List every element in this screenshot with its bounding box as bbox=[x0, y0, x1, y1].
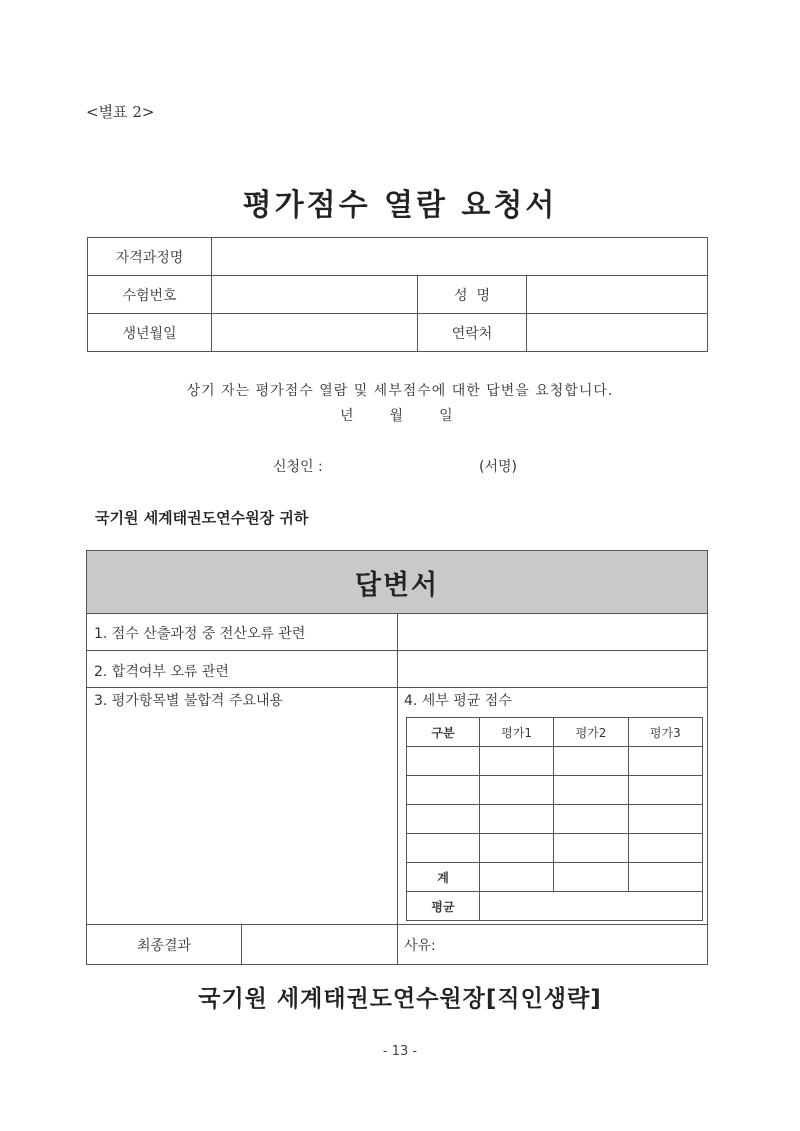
score-row bbox=[407, 747, 703, 776]
item-4-label: 4. 세부 평균 점수 bbox=[404, 693, 512, 709]
score-header-category: 구분 bbox=[407, 718, 480, 747]
score-cell[interactable] bbox=[480, 805, 554, 834]
date-line bbox=[340, 405, 489, 425]
score-cell[interactable] bbox=[628, 805, 702, 834]
answer-row-2 bbox=[87, 651, 707, 688]
exam-number-field[interactable] bbox=[212, 276, 418, 314]
score-header-eval2: 평가2 bbox=[554, 718, 628, 747]
score-row bbox=[407, 805, 703, 834]
applicant-label: 신청인 : bbox=[273, 459, 323, 475]
final-result-label: 최종결과 bbox=[136, 938, 192, 954]
reason-label: 사유: bbox=[404, 938, 436, 954]
answer-row-1 bbox=[87, 613, 707, 651]
item-1-label: 1. 점수 산출과정 중 전산오류 관련 bbox=[94, 626, 306, 642]
birth-date-field[interactable] bbox=[212, 314, 418, 352]
score-cell[interactable] bbox=[628, 834, 702, 863]
score-cell[interactable] bbox=[554, 863, 628, 892]
qualification-label: 자격과정명 bbox=[88, 238, 212, 276]
score-cell[interactable] bbox=[480, 834, 554, 863]
score-average-row bbox=[407, 892, 703, 921]
score-row bbox=[407, 776, 703, 805]
date-year: 년 bbox=[340, 408, 354, 424]
birth-date-label: 생년월일 bbox=[88, 314, 212, 352]
name-field[interactable] bbox=[527, 276, 708, 314]
average-value-cell[interactable] bbox=[480, 892, 703, 921]
score-cell[interactable] bbox=[407, 805, 480, 834]
request-statement: 상기 자는 평가점수 열람 및 세부점수에 대한 답변을 요청합니다. bbox=[186, 383, 614, 399]
score-cell[interactable] bbox=[480, 747, 554, 776]
attachment-label: <별표 2> bbox=[86, 103, 155, 121]
name-label: 성 명 bbox=[418, 276, 527, 314]
date-month: 월 bbox=[389, 408, 404, 424]
score-table bbox=[406, 717, 703, 921]
contact-label: 연락처 bbox=[418, 314, 527, 352]
addressee: 국기원 세계태권도연수원장 귀하 bbox=[95, 509, 309, 527]
score-cell[interactable] bbox=[480, 776, 554, 805]
row-divider bbox=[241, 925, 242, 964]
score-cell[interactable] bbox=[554, 805, 628, 834]
score-cell[interactable] bbox=[407, 776, 480, 805]
issuer-signature-line: 국기원 세계태권도연수원장[직인생략] bbox=[198, 986, 602, 1012]
score-cell[interactable] bbox=[628, 747, 702, 776]
page-number: - 13 - bbox=[382, 1044, 418, 1059]
score-cell[interactable] bbox=[407, 747, 480, 776]
total-label: 계 bbox=[407, 863, 480, 892]
answer-title: 답변서 bbox=[87, 551, 707, 614]
score-row bbox=[407, 834, 703, 863]
exam-number-label: 수험번호 bbox=[88, 276, 212, 314]
score-cell[interactable] bbox=[407, 834, 480, 863]
item-3-label: 3. 평가항목별 불합격 주요내용 bbox=[94, 693, 283, 709]
page-title: 평가점수 열람 요청서 bbox=[242, 188, 558, 223]
score-cell[interactable] bbox=[554, 747, 628, 776]
score-cell[interactable] bbox=[554, 776, 628, 805]
row-divider bbox=[397, 925, 398, 964]
answer-sheet bbox=[86, 550, 708, 965]
row-divider bbox=[397, 688, 398, 924]
contact-field[interactable] bbox=[527, 314, 708, 352]
date-day: 일 bbox=[439, 408, 453, 424]
score-cell[interactable] bbox=[628, 863, 702, 892]
average-label: 평균 bbox=[407, 892, 480, 921]
qualification-field[interactable] bbox=[212, 238, 708, 276]
score-total-row bbox=[407, 863, 703, 892]
score-header-eval1: 평가1 bbox=[480, 718, 554, 747]
score-cell[interactable] bbox=[480, 863, 554, 892]
signature-label: (서명) bbox=[479, 459, 517, 475]
final-result-row bbox=[87, 925, 707, 964]
row-divider bbox=[397, 651, 398, 687]
item-2-label: 2. 합격여부 오류 관련 bbox=[94, 664, 229, 680]
row-divider bbox=[397, 613, 398, 650]
score-cell[interactable] bbox=[628, 776, 702, 805]
score-cell[interactable] bbox=[554, 834, 628, 863]
applicant-info-table bbox=[87, 237, 708, 352]
score-header-eval3: 평가3 bbox=[628, 718, 702, 747]
